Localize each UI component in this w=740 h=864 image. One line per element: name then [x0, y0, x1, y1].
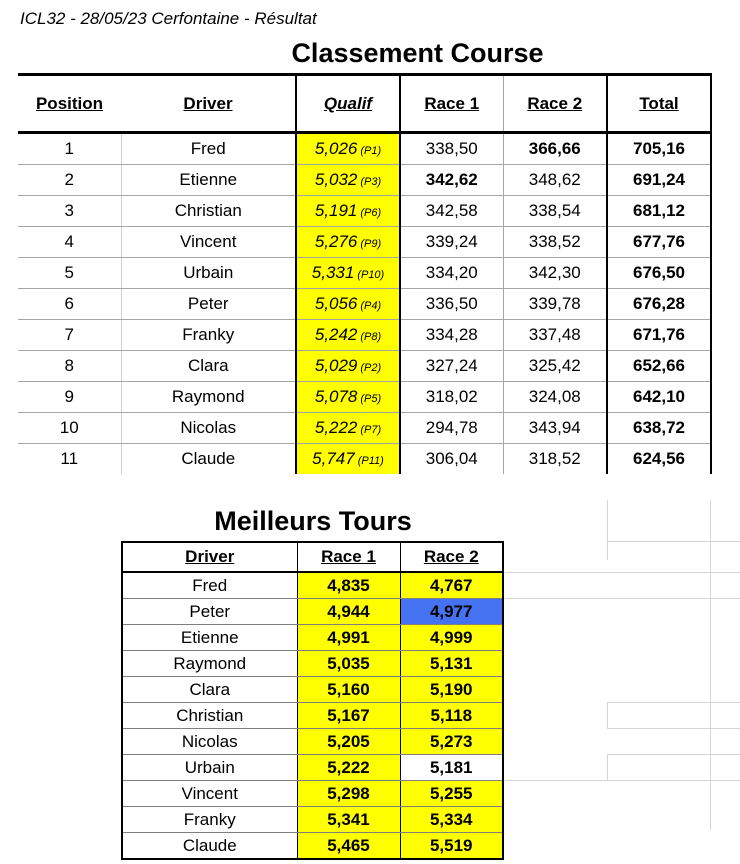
qualif-time: 5,747 [312, 449, 355, 468]
tours-cell-race1: 5,035 [297, 651, 400, 677]
tours-row [122, 625, 503, 651]
sheet-gridline [505, 780, 740, 781]
cell-qualif [296, 382, 400, 413]
cell-qualif [296, 258, 400, 289]
cell-qualif [296, 320, 400, 351]
tours-row [122, 807, 503, 833]
sheet-gridline [607, 500, 608, 560]
qualif-position: (P1) [360, 145, 382, 157]
classement-table [18, 73, 712, 474]
cell-race1: 342,62 [400, 165, 503, 196]
cell-driver: Fred [121, 133, 296, 165]
cell-race2: 318,52 [503, 444, 607, 475]
tours-cell-race2: 5,190 [400, 677, 503, 703]
tours-cell-race2: 5,118 [400, 703, 503, 729]
classement-row [18, 320, 711, 351]
qualif-position: (P10) [357, 269, 385, 281]
tours-cell-driver: Clara [122, 677, 297, 703]
tours-cell-driver: Franky [122, 807, 297, 833]
tours-row [122, 677, 503, 703]
tours-cell-race1: 5,298 [297, 781, 400, 807]
cell-race2: 339,78 [503, 289, 607, 320]
qualif-position: (P7) [360, 424, 382, 436]
qualif-position: (P8) [360, 331, 382, 343]
tours-row [122, 781, 503, 807]
tours-row [122, 729, 503, 755]
cell-qualif [296, 196, 400, 227]
col-header-race1: Race 1 [400, 75, 503, 133]
tours-cell-driver: Claude [122, 833, 297, 860]
cell-race1: 334,28 [400, 320, 503, 351]
qualif-position: (P5) [360, 393, 382, 405]
tours-cell-race1: 4,835 [297, 572, 400, 599]
tours-col-header-race2: Race 2 [400, 542, 503, 572]
col-header-qualif: Qualif [296, 75, 400, 133]
sheet-gridline [607, 754, 608, 780]
tours-cell-driver: Nicolas [122, 729, 297, 755]
cell-race1: 334,20 [400, 258, 503, 289]
classement-row [18, 351, 711, 382]
tours-cell-race1: 5,222 [297, 755, 400, 781]
tours-cell-race1: 5,341 [297, 807, 400, 833]
cell-driver: Urbain [121, 258, 296, 289]
tours-row [122, 833, 503, 860]
cell-driver: Vincent [121, 227, 296, 258]
cell-position: 8 [18, 351, 121, 382]
tours-cell-race2: 5,131 [400, 651, 503, 677]
cell-driver: Raymond [121, 382, 296, 413]
cell-driver: Etienne [121, 165, 296, 196]
tours-cell-race1: 5,465 [297, 833, 400, 860]
classement-row [18, 444, 711, 475]
cell-race1: 306,04 [400, 444, 503, 475]
cell-driver: Christian [121, 196, 296, 227]
qualif-time: 5,276 [314, 232, 358, 251]
cell-qualif [296, 351, 400, 382]
cell-position: 3 [18, 196, 121, 227]
sheet-gridline [505, 572, 740, 573]
meilleurs-tours-table [121, 541, 504, 860]
qualif-position: (P4) [360, 300, 382, 312]
tours-cell-driver: Christian [122, 703, 297, 729]
classement-row [18, 413, 711, 444]
cell-position: 1 [18, 133, 121, 165]
classement-row [18, 382, 711, 413]
tours-row [122, 572, 503, 599]
tours-cell-race2: 4,767 [400, 572, 503, 599]
cell-total: 691,24 [607, 165, 711, 196]
cell-race2: 343,94 [503, 413, 607, 444]
cell-race1: 294,78 [400, 413, 503, 444]
cell-total: 677,76 [607, 227, 711, 258]
qualif-position: (P3) [360, 176, 382, 188]
qualif-position: (P11) [357, 455, 384, 467]
meilleurs-tours-title: Meilleurs Tours [214, 506, 412, 536]
cell-driver: Claude [121, 444, 296, 475]
qualif-time: 5,222 [314, 418, 358, 437]
cell-qualif [296, 227, 400, 258]
qualif-time: 5,331 [311, 263, 355, 282]
col-header-race2: Race 2 [503, 75, 607, 133]
cell-position: 6 [18, 289, 121, 320]
cell-qualif [296, 133, 400, 165]
classement-row [18, 165, 711, 196]
cell-race1: 338,50 [400, 133, 503, 165]
qualif-time: 5,242 [314, 325, 358, 344]
qualif-time: 5,078 [314, 387, 358, 406]
cell-qualif [296, 413, 400, 444]
cell-total: 638,72 [607, 413, 711, 444]
tours-row [122, 703, 503, 729]
classement-row [18, 289, 711, 320]
cell-total: 671,76 [607, 320, 711, 351]
sheet-gridline [607, 754, 740, 755]
cell-qualif [296, 444, 400, 475]
cell-total: 705,16 [607, 133, 711, 165]
classement-row [18, 196, 711, 227]
sheet-gridline [607, 728, 740, 729]
tours-cell-race1: 4,991 [297, 625, 400, 651]
col-header-position: Position [18, 75, 121, 133]
tours-cell-race2: 4,977 [400, 599, 503, 625]
sheet-gridline [505, 598, 740, 599]
qualif-time: 5,029 [314, 356, 358, 375]
tours-cell-driver: Etienne [122, 625, 297, 651]
qualif-time: 5,056 [314, 294, 358, 313]
cell-race1: 327,24 [400, 351, 503, 382]
qualif-position: (P6) [360, 207, 382, 219]
cell-qualif [296, 165, 400, 196]
tours-cell-driver: Fred [122, 572, 297, 599]
cell-total: 681,12 [607, 196, 711, 227]
cell-total: 676,50 [607, 258, 711, 289]
col-header-total: Total [607, 75, 711, 133]
tours-col-header-race1: Race 1 [297, 542, 400, 572]
tours-cell-race2: 4,999 [400, 625, 503, 651]
tours-cell-race1: 5,205 [297, 729, 400, 755]
sheet-gridline [607, 541, 740, 542]
sheet-gridline [607, 702, 608, 728]
cell-driver: Franky [121, 320, 296, 351]
cell-position: 4 [18, 227, 121, 258]
qualif-position: (P9) [360, 238, 382, 250]
cell-total: 642,10 [607, 382, 711, 413]
qualif-time: 5,191 [314, 201, 358, 220]
cell-race2: 338,52 [503, 227, 607, 258]
tours-cell-race2: 5,273 [400, 729, 503, 755]
cell-race2: 348,62 [503, 165, 607, 196]
tours-col-header-driver: Driver [122, 542, 297, 572]
document-title: ICL32 - 28/05/23 Cerfontaine - Résultat [20, 9, 317, 28]
classement-row [18, 227, 711, 258]
cell-race1: 342,58 [400, 196, 503, 227]
cell-race1: 339,24 [400, 227, 503, 258]
tours-cell-driver: Vincent [122, 781, 297, 807]
tours-cell-race1: 5,160 [297, 677, 400, 703]
cell-race2: 366,66 [503, 133, 607, 165]
cell-total: 652,66 [607, 351, 711, 382]
cell-position: 10 [18, 413, 121, 444]
tours-cell-race2: 5,255 [400, 781, 503, 807]
tours-cell-driver: Urbain [122, 755, 297, 781]
tours-cell-driver: Peter [122, 599, 297, 625]
cell-race1: 318,02 [400, 382, 503, 413]
cell-race2: 325,42 [503, 351, 607, 382]
cell-total: 624,56 [607, 444, 711, 475]
tours-row [122, 651, 503, 677]
qualif-time: 5,026 [314, 139, 358, 158]
tours-cell-race2: 5,334 [400, 807, 503, 833]
cell-driver: Nicolas [121, 413, 296, 444]
tours-row [122, 599, 503, 625]
cell-position: 5 [18, 258, 121, 289]
tours-header-row [122, 542, 503, 572]
col-header-driver: Driver [121, 75, 296, 133]
cell-driver: Peter [121, 289, 296, 320]
tours-cell-race1: 5,167 [297, 703, 400, 729]
classement-row [18, 133, 711, 165]
tours-cell-race2: 5,519 [400, 833, 503, 860]
cell-total: 676,28 [607, 289, 711, 320]
cell-race2: 337,48 [503, 320, 607, 351]
cell-position: 7 [18, 320, 121, 351]
tours-cell-race2: 5,181 [400, 755, 503, 781]
qualif-time: 5,032 [314, 170, 358, 189]
cell-race1: 336,50 [400, 289, 503, 320]
qualif-position: (P2) [360, 362, 382, 374]
tours-cell-driver: Raymond [122, 651, 297, 677]
cell-position: 2 [18, 165, 121, 196]
cell-race2: 342,30 [503, 258, 607, 289]
cell-race2: 324,08 [503, 382, 607, 413]
tours-cell-race1: 4,944 [297, 599, 400, 625]
classement-header-row [18, 75, 711, 133]
tours-row [122, 755, 503, 781]
cell-race2: 338,54 [503, 196, 607, 227]
classement-title: Classement Course [291, 38, 544, 68]
cell-driver: Clara [121, 351, 296, 382]
cell-position: 11 [18, 444, 121, 475]
sheet-gridline [607, 702, 740, 703]
cell-position: 9 [18, 382, 121, 413]
classement-row [18, 258, 711, 289]
cell-qualif [296, 289, 400, 320]
